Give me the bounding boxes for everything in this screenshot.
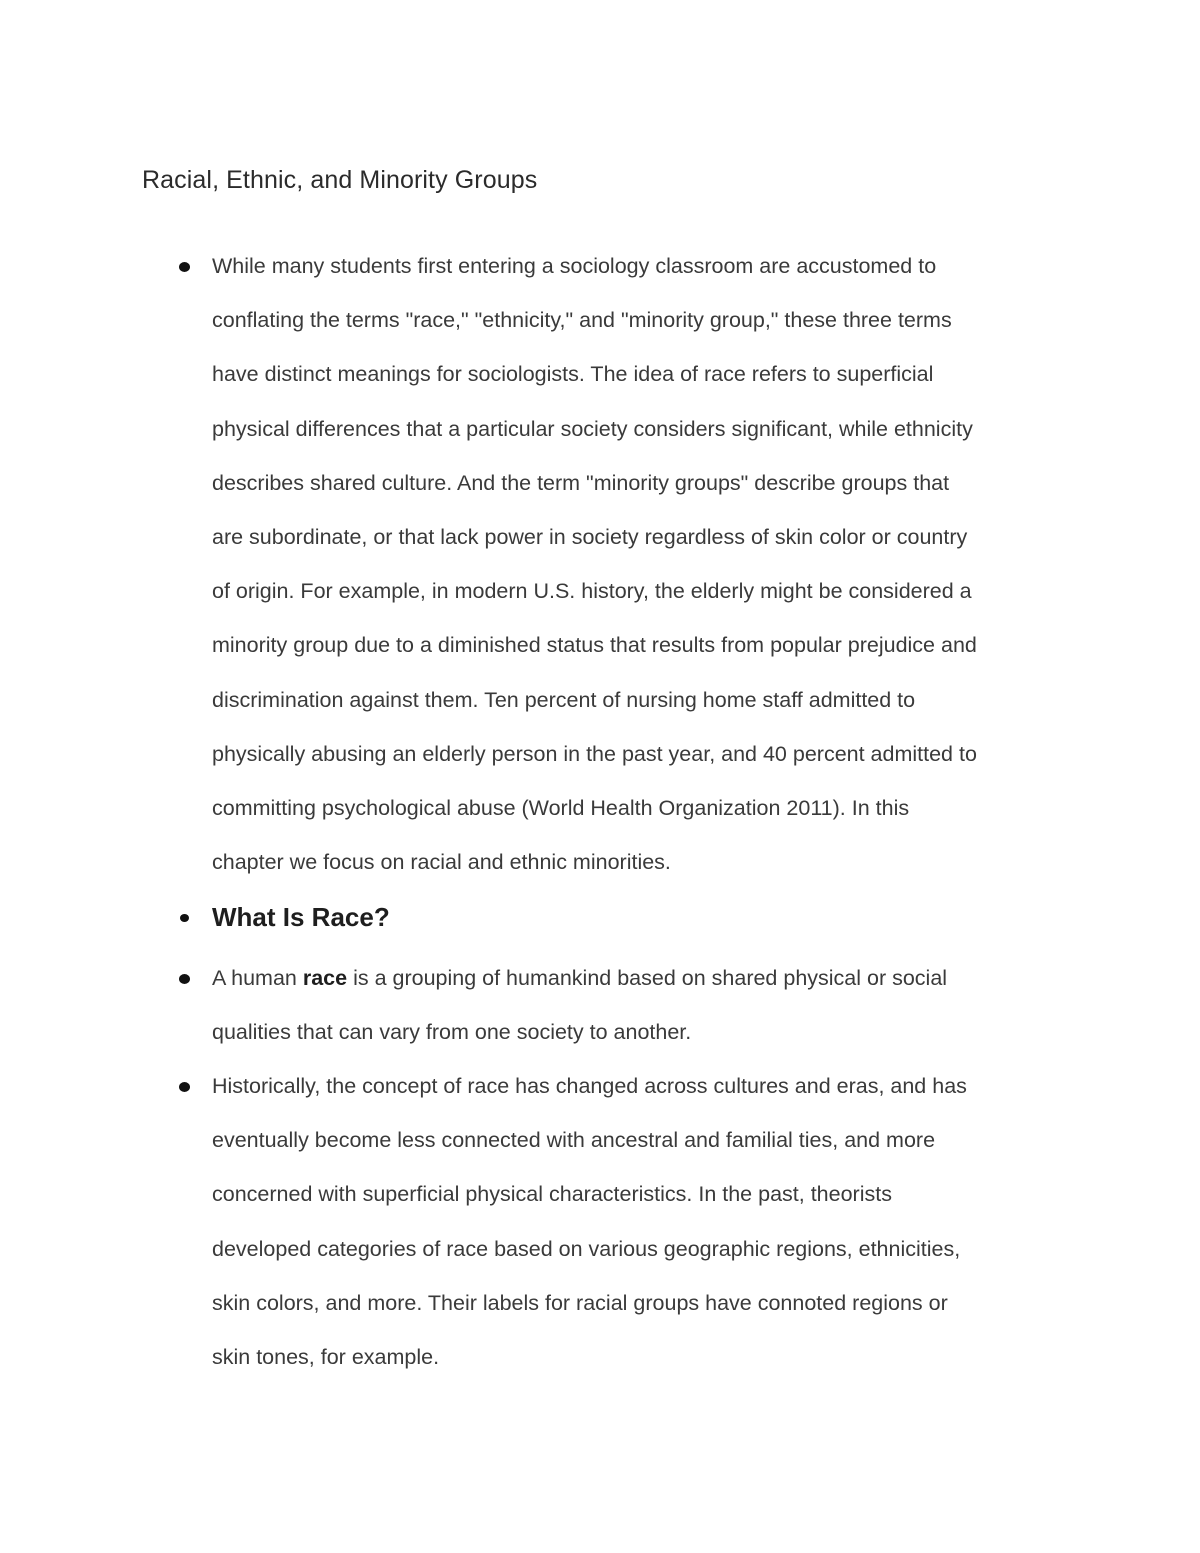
intro-line: describes shared culture. And the term "minority groups" describe groups that <box>212 470 950 495</box>
intro-line: conflating the terms "race," "ethnicity," and "minority group," these three terms <box>212 308 952 333</box>
intro-line: minority group due to a diminished status that results from popular prejudice and <box>212 633 977 658</box>
intro-paragraph <box>212 239 1062 889</box>
intro-line: are subordinate, or that lack power in society regardless of skin color or country <box>212 525 968 550</box>
definition-suffix: is a grouping of humankind based on shared physical or social <box>347 966 948 990</box>
intro-line: of origin. For example, in modern U.S. history, the elderly might be considered a <box>212 579 972 604</box>
definition-line: qualities that can vary from one society to another. <box>212 1020 692 1045</box>
history-line: skin colors, and more. Their labels for racial groups have connoted regions or <box>212 1290 948 1315</box>
intro-line: committing psychological abuse (World Health Organization 2011). In this <box>212 796 910 821</box>
definition-paragraph <box>212 951 1062 1059</box>
intro-line: physically abusing an elderly person in the past year, and 40 percent admitted to <box>212 741 977 766</box>
history-line: Historically, the concept of race has changed across cultures and eras, and has <box>212 1074 967 1098</box>
definition-term: race <box>302 966 348 990</box>
history-line: developed categories of race based on various geographic regions, ethnicities, <box>212 1236 961 1261</box>
intro-line: While many students first entering a sociology classroom are accustomed to <box>212 254 937 278</box>
history-paragraph <box>212 1059 1062 1384</box>
definition-line <box>212 951 1062 1005</box>
intro-line: have distinct meanings for sociologists. The idea of race refers to superficial <box>212 362 934 387</box>
history-line: eventually become less connected with ancestral and familial ties, and more <box>212 1128 936 1153</box>
intro-line: chapter we focus on racial and ethnic minorities. <box>212 850 671 875</box>
bullet-icon <box>179 974 190 984</box>
bullet-icon <box>180 914 189 922</box>
bullet-icon <box>179 1082 190 1092</box>
definition-prefix: A human <box>212 966 303 990</box>
history-line: skin tones, for example. <box>212 1345 440 1370</box>
history-line: concerned with superficial physical characteristics. In the past, theorists <box>212 1182 892 1207</box>
intro-line: physical differences that a particular society considers significant, while ethnicity <box>212 416 973 441</box>
section-heading: What Is Race? <box>212 902 390 932</box>
document-title: Racial, Ethnic, and Minority Groups <box>142 166 538 194</box>
bullet-icon <box>179 262 190 272</box>
intro-line: discrimination against them. Ten percent of nursing home staff admitted to <box>212 687 916 712</box>
